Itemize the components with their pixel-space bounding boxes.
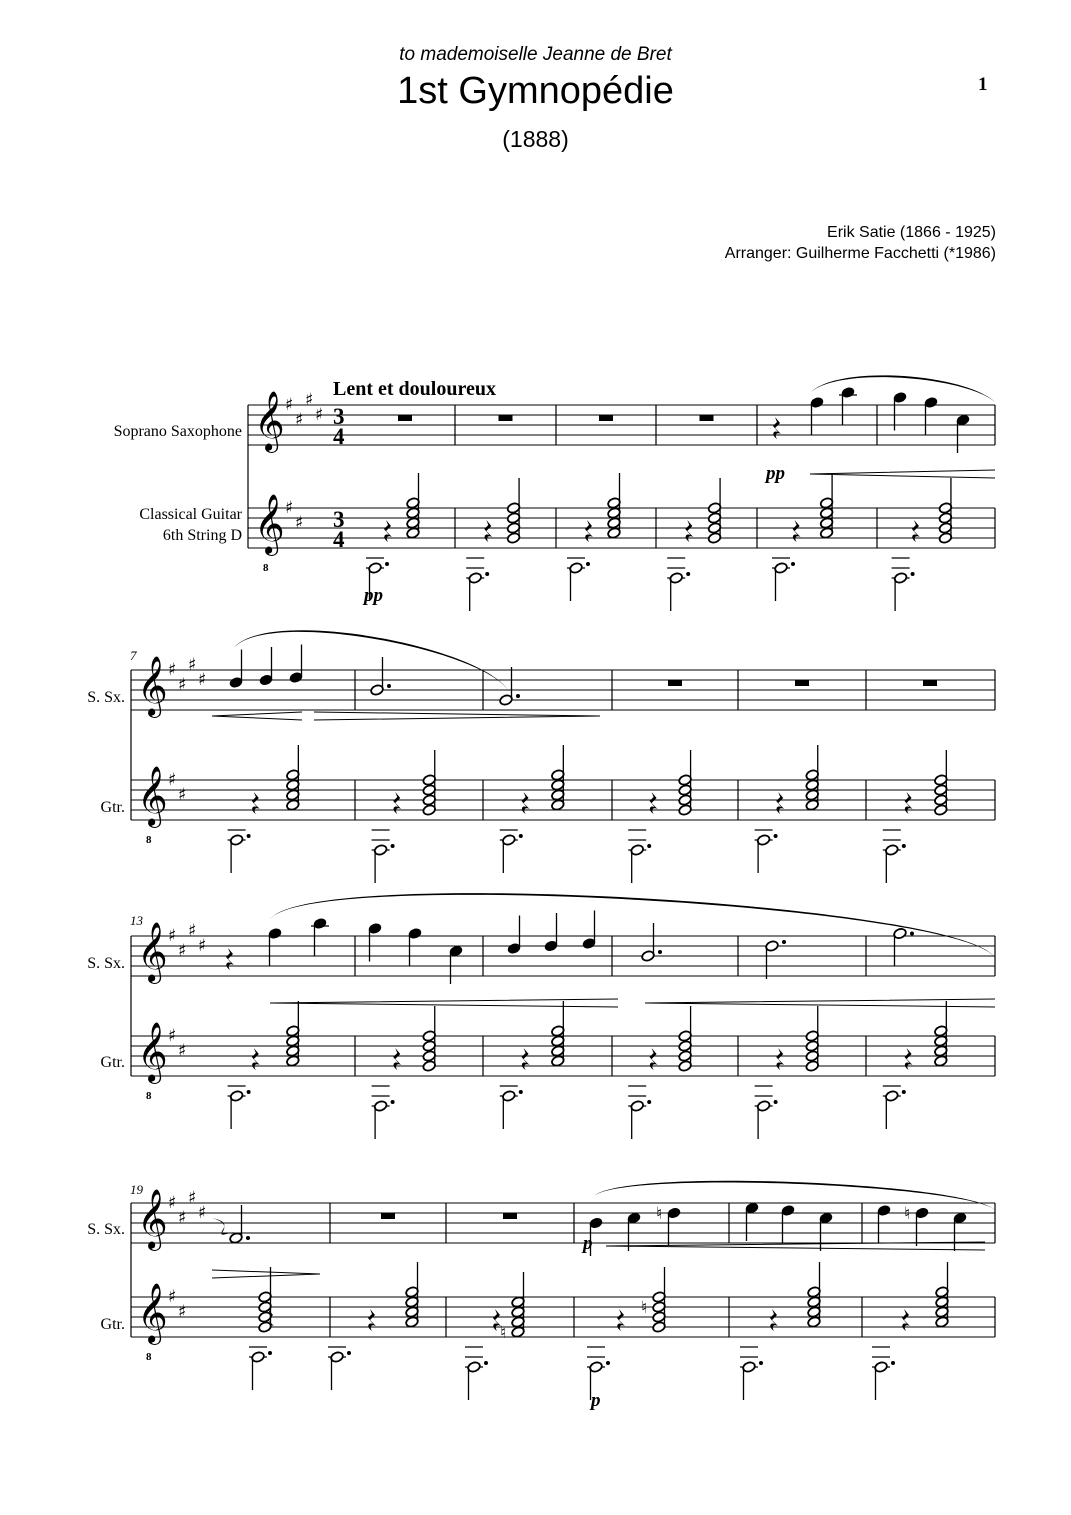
augmentation-dot [911,572,915,576]
treble-clef: 𝄞 [254,494,285,554]
crescendo-hairpin [645,999,995,1007]
bar-number: 13 [130,913,143,928]
key-signature-sharp: ♯ [168,660,177,680]
whole-rest [923,680,937,686]
augmentation-dot [247,1090,251,1094]
dynamic-pp: pp [364,585,383,606]
quarter-rest [393,1048,401,1070]
key-signature-sharp: ♯ [285,395,294,415]
key-signature-sharp: ♯ [198,670,207,690]
whole-rest [700,415,714,421]
augmentation-dot [484,1361,488,1365]
whole-rest [398,415,412,421]
key-signature-sharp: ♯ [178,1302,187,1322]
augmentation-dot [519,1090,523,1094]
key-signature-sharp: ♯ [178,1041,187,1061]
augmentation-dot [385,562,389,566]
quarter-rest [776,1048,784,1070]
whole-rest [599,415,613,421]
instrument-name-guitar: Classical Guitar [139,506,242,523]
augmentation-dot [902,1090,906,1094]
accidental: ♮ [656,1204,663,1224]
crescendo-hairpin [270,999,618,1007]
tempo-marking: Lent et douloureux [333,378,496,400]
quarter-rest [685,520,693,542]
bar-number: 19 [130,1182,143,1197]
augmentation-dot [516,694,520,698]
key-signature-sharp: ♯ [168,1193,177,1213]
whole-rest [668,680,682,686]
octave-clef-mark: 8 [146,834,152,846]
key-signature-sharp: ♯ [198,1203,207,1223]
quarter-rest [484,520,492,542]
quarter-rest [902,1309,910,1331]
instrument-short-guitar: Gtr. [100,799,125,816]
slur [212,1218,234,1235]
key-signature-sharp: ♯ [178,941,187,961]
augmentation-dot [485,572,489,576]
octave-clef-mark: 8 [146,1351,152,1363]
octave-clef-mark: 8 [146,1090,152,1102]
piece-year: (1888) [502,126,569,152]
key-signature-sharp: ♯ [188,1188,197,1208]
quarter-rest [384,520,392,542]
slur [232,630,508,690]
augmentation-dot [910,932,914,936]
whole-rest [795,680,809,686]
augmentation-dot [774,834,778,838]
augmentation-dot [791,562,795,566]
page-number: 1 [978,74,988,95]
augmentation-dot [658,950,662,954]
augmentation-dot [268,1351,272,1355]
quarter-rest [226,948,234,970]
quarter-rest [770,1309,778,1331]
treble-clef: 𝄞 [254,391,285,451]
quarter-rest [617,1309,625,1331]
quarter-rest [393,792,401,814]
instrument-name-sax: Soprano Saxophone [113,423,242,440]
instrument-short-sax: S. Sx. [87,689,125,706]
instrument-short-sax: S. Sx. [87,1221,125,1238]
time-signature-denominator: 4 [333,424,345,449]
bar-number: 7 [130,648,137,663]
quarter-rest [912,520,920,542]
key-signature-sharp: ♯ [178,1208,187,1228]
quarter-rest [905,792,913,814]
dynamic-pp: pp [766,463,785,484]
key-signature-sharp: ♯ [295,410,304,430]
key-signature-sharp: ♯ [188,921,197,941]
key-signature-sharp: ♯ [198,936,207,956]
time-signature-numerator: 3 [333,404,345,429]
augmentation-dot [782,940,786,944]
key-signature-sharp: ♯ [295,513,304,533]
diminuendo-hairpin [314,712,600,720]
augmentation-dot [391,1100,395,1104]
augmentation-dot [759,1361,763,1365]
quarter-rest [368,1309,376,1331]
dedication: to mademoiselle Jeanne de Bret [399,44,672,65]
accidental: ♮ [500,1323,507,1343]
augmentation-dot [647,844,651,848]
piece-title: 1st Gymnopédie [397,70,674,112]
quarter-rest [905,1048,913,1070]
key-signature-sharp: ♯ [168,1026,177,1046]
octave-clef-mark: 8 [263,562,269,574]
key-signature-sharp: ♯ [168,770,177,790]
diminuendo-hairpin [212,1270,320,1278]
whole-rest [499,415,513,421]
key-signature-sharp: ♯ [315,405,324,425]
augmentation-dot [247,834,251,838]
quarter-rest [252,792,260,814]
augmentation-dot [246,1236,250,1240]
accidental: ♮ [641,1298,648,1318]
quarter-rest [522,792,530,814]
augmentation-dot [686,572,690,576]
accidental: ♮ [904,1204,911,1224]
dynamic-p: p [583,1233,593,1254]
augmentation-dot [606,1361,610,1365]
key-signature-sharp: ♯ [285,498,294,518]
quarter-rest [776,792,784,814]
time-signature-numerator: 3 [333,507,345,532]
composer-credit: Erik Satie (1866 - 1925) [827,224,996,241]
whole-rest [381,1213,395,1219]
quarter-rest [585,520,593,542]
quarter-rest [650,1048,658,1070]
augmentation-dot [391,844,395,848]
quarter-rest [252,1048,260,1070]
augmentation-dot [387,684,391,688]
instrument-short-guitar: Gtr. [100,1054,125,1071]
quarter-rest [773,417,781,439]
arranger-credit: Arranger: Guilherme Facchetti (*1986) [724,245,996,262]
augmentation-dot [774,1100,778,1104]
key-signature-sharp: ♯ [305,390,314,410]
key-signature-sharp: ♯ [178,785,187,805]
key-signature-sharp: ♯ [168,1287,177,1307]
whole-rest [503,1213,517,1219]
time-signature-denominator: 4 [333,527,345,552]
treble-clef: 𝄞 [137,766,168,826]
dynamic-p: p [591,1390,601,1411]
augmentation-dot [647,1100,651,1104]
crescendo-hairpin [810,470,995,478]
crescendo-hairpin [212,712,302,720]
augmentation-dot [519,834,523,838]
treble-clef: 𝄞 [137,1189,168,1249]
treble-clef: 𝄞 [137,656,168,716]
slur [594,1181,995,1210]
key-signature-sharp: ♯ [178,675,187,695]
key-signature-sharp: ♯ [168,926,177,946]
augmentation-dot [347,1351,351,1355]
quarter-rest [650,792,658,814]
key-signature-sharp: ♯ [188,655,197,675]
quarter-rest [793,520,801,542]
augmentation-dot [902,844,906,848]
treble-clef: 𝄞 [137,922,168,982]
treble-clef: 𝄞 [137,1283,168,1343]
instrument-name-guitar-tuning: 6th String D [162,527,242,544]
augmentation-dot [891,1361,895,1365]
treble-clef: 𝄞 [137,1022,168,1082]
quarter-rest [522,1048,530,1070]
instrument-short-sax: S. Sx. [87,955,125,972]
augmentation-dot [586,562,590,566]
instrument-short-guitar: Gtr. [100,1316,125,1333]
